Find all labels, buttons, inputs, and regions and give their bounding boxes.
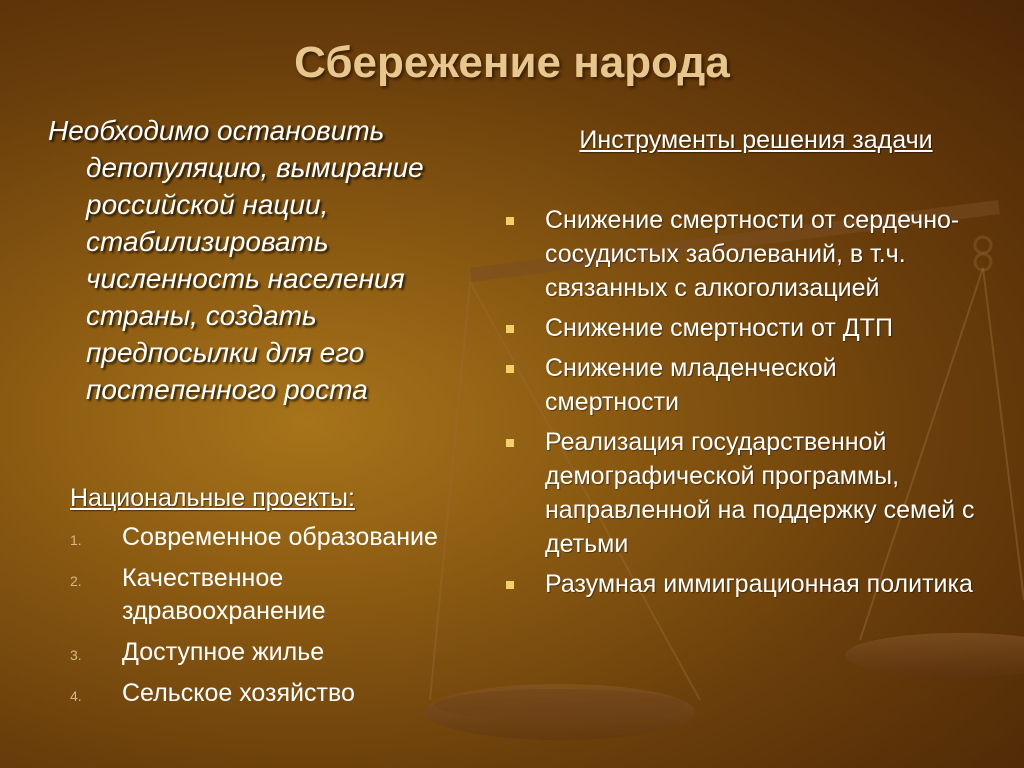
goal-line: страны, создать xyxy=(86,300,317,331)
project-item xyxy=(70,521,490,554)
tool-text: Снижение смертности от сердечно-сосудистых заболеваний, в т.ч. связанных с алкоголизацией xyxy=(545,206,960,302)
goal-line: численность населения xyxy=(86,263,405,294)
tool-item xyxy=(506,203,976,305)
goal-line: постепенного роста xyxy=(86,374,368,405)
item-text: Современное образование xyxy=(122,523,438,551)
goal-line: предпосылки для его xyxy=(86,337,365,368)
tool-text: Реализация государственной демографической программы, направленной на поддержку семей с детьми xyxy=(545,428,975,558)
tools-list xyxy=(506,203,976,601)
solution-tools xyxy=(506,126,976,607)
square-bullet-icon xyxy=(506,217,514,225)
item-text: Качественное здравоохранение xyxy=(122,564,326,625)
tool-text: Разумная иммиграционная политика xyxy=(545,570,973,598)
square-bullet-icon xyxy=(506,365,514,373)
item-number: 2. xyxy=(70,573,82,589)
square-bullet-icon xyxy=(506,439,514,447)
tool-item xyxy=(506,351,976,419)
projects-heading: Национальные проекты: xyxy=(70,484,355,512)
tool-text: Снижение смертности от ДТП xyxy=(545,314,893,342)
goal-line: стабилизировать xyxy=(86,226,329,257)
square-bullet-icon xyxy=(506,581,514,589)
tool-item xyxy=(506,567,976,601)
item-number: 1. xyxy=(70,532,82,548)
square-bullet-icon xyxy=(506,325,514,333)
tool-item xyxy=(506,425,976,561)
item-text: Сельское хозяйство xyxy=(122,679,355,707)
goal-statement xyxy=(48,112,468,408)
tool-text: Снижение младенческой смертности xyxy=(545,354,837,416)
item-text: Доступное жилье xyxy=(122,638,325,666)
goal-line: депопуляцию, вымирание xyxy=(86,152,424,183)
projects-list xyxy=(70,521,490,710)
item-number: 3. xyxy=(70,647,82,663)
item-number: 4. xyxy=(70,688,82,704)
goal-line: российской нации, xyxy=(86,189,329,220)
national-projects xyxy=(70,484,490,718)
goal-line: Необходимо остановить xyxy=(48,115,385,146)
project-item xyxy=(70,562,490,628)
tool-item xyxy=(506,311,976,345)
slide-title: Сбережение народа xyxy=(294,38,730,87)
project-item xyxy=(70,636,490,669)
project-item xyxy=(70,677,490,710)
tools-heading: Инструменты решения задачи xyxy=(579,126,933,154)
